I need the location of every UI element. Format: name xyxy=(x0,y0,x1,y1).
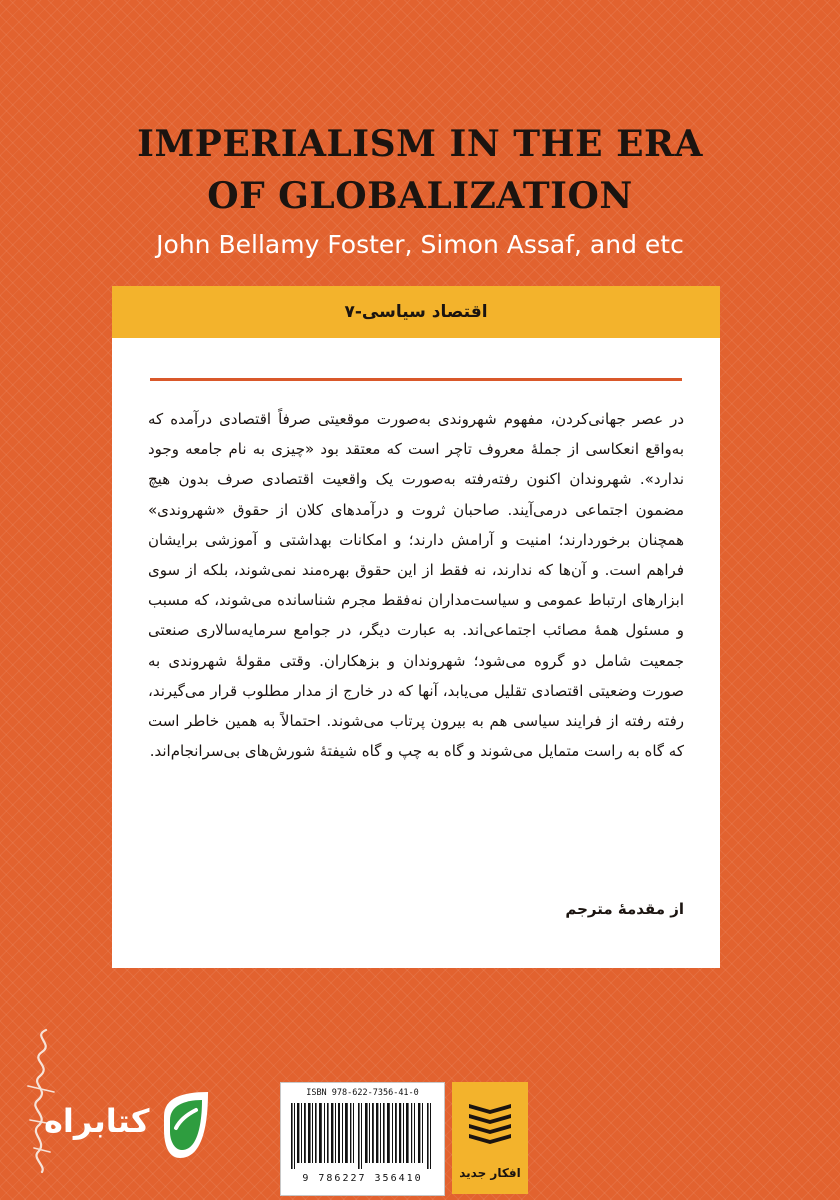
excerpt-text: در عصر جهانی‌کردن، مفهوم شهروندی به‌صورت موقعیتی صرفاً اقتصادی درآمده که به‌واقع انعکاسی از جملهٔ معروف تاچر است که معتقد بود «چیزی به نام جامعه وجود ندارد». شهروندان اکنون رفته‌رفته به‌صورت یک واقعیت اقتصادی صرف بدون هیچ مضمون اجتماعی درمی‌آیند. صاحبان ثروت و درآمدهای کلان از حقوق «شهروندی» همچنان برخوردارند؛ امنیت و آرامش دارند؛ و امکانات بهداشتی و آموزشی برایشان فراهم است. و آن‌ها که ندارند، نه فقط از این حقوق بهره‌مند نمی‌شوند، بلکه از سوی ابزارهای ارتباط عمومی و سیاست‌مداران نه‌فقط مجرم شناسانده می‌شوند، که مسبب و مسئول همهٔ مصائب اجتماعی‌اند. به عبارت دیگر، در جوامع سرمایه‌سالاری صنعتی جمعیت شامل دو گروه می‌شود؛ شهروندان و بزهکاران. وقتی مقولهٔ شهروندی به صورت وضعیتی اقتصادی تقلیل می‌یابد، آنها که در خارج از مدار مطلوب قرار می‌گیرند، رفته رفته از فرایند سیاسی هم به بیرون پرتاب می‌شوند. احتمالاً به همین خاطر است که گاه به راست متمایل می‌شوند و گاه به چپ و گاه شیفتهٔ شورش‌های بی‌سرانجام‌اند. xyxy=(148,410,684,761)
publisher-logo xyxy=(452,1082,528,1194)
authors: John Bellamy Foster, Simon Assaf, and etc xyxy=(156,230,684,259)
book-title xyxy=(0,118,840,222)
excerpt-source: از مقدمهٔ مترجم xyxy=(565,900,684,918)
barcode-box xyxy=(280,1082,445,1196)
store-logo xyxy=(40,1090,215,1160)
leaf-icon xyxy=(158,1090,214,1160)
series-band xyxy=(112,286,720,338)
series-label: اقتصاد سیاسی-۷ xyxy=(344,302,488,322)
title-line-1: IMPERIALISM IN THE ERA xyxy=(137,123,703,165)
divider-rule xyxy=(150,378,682,381)
publisher-name: افکار جدید xyxy=(459,1166,521,1180)
isbn-label: ISBN 978-622-7356-41-0 xyxy=(306,1088,419,1098)
isbn-digits: 9 786227 356410 xyxy=(302,1173,423,1184)
book-stack-icon xyxy=(465,1098,515,1148)
store-logo-label: کتابراه xyxy=(44,1102,150,1140)
barcode-icon xyxy=(289,1103,436,1169)
title-line-2: OF GLOBALIZATION xyxy=(207,175,633,217)
excerpt-panel xyxy=(112,338,720,968)
